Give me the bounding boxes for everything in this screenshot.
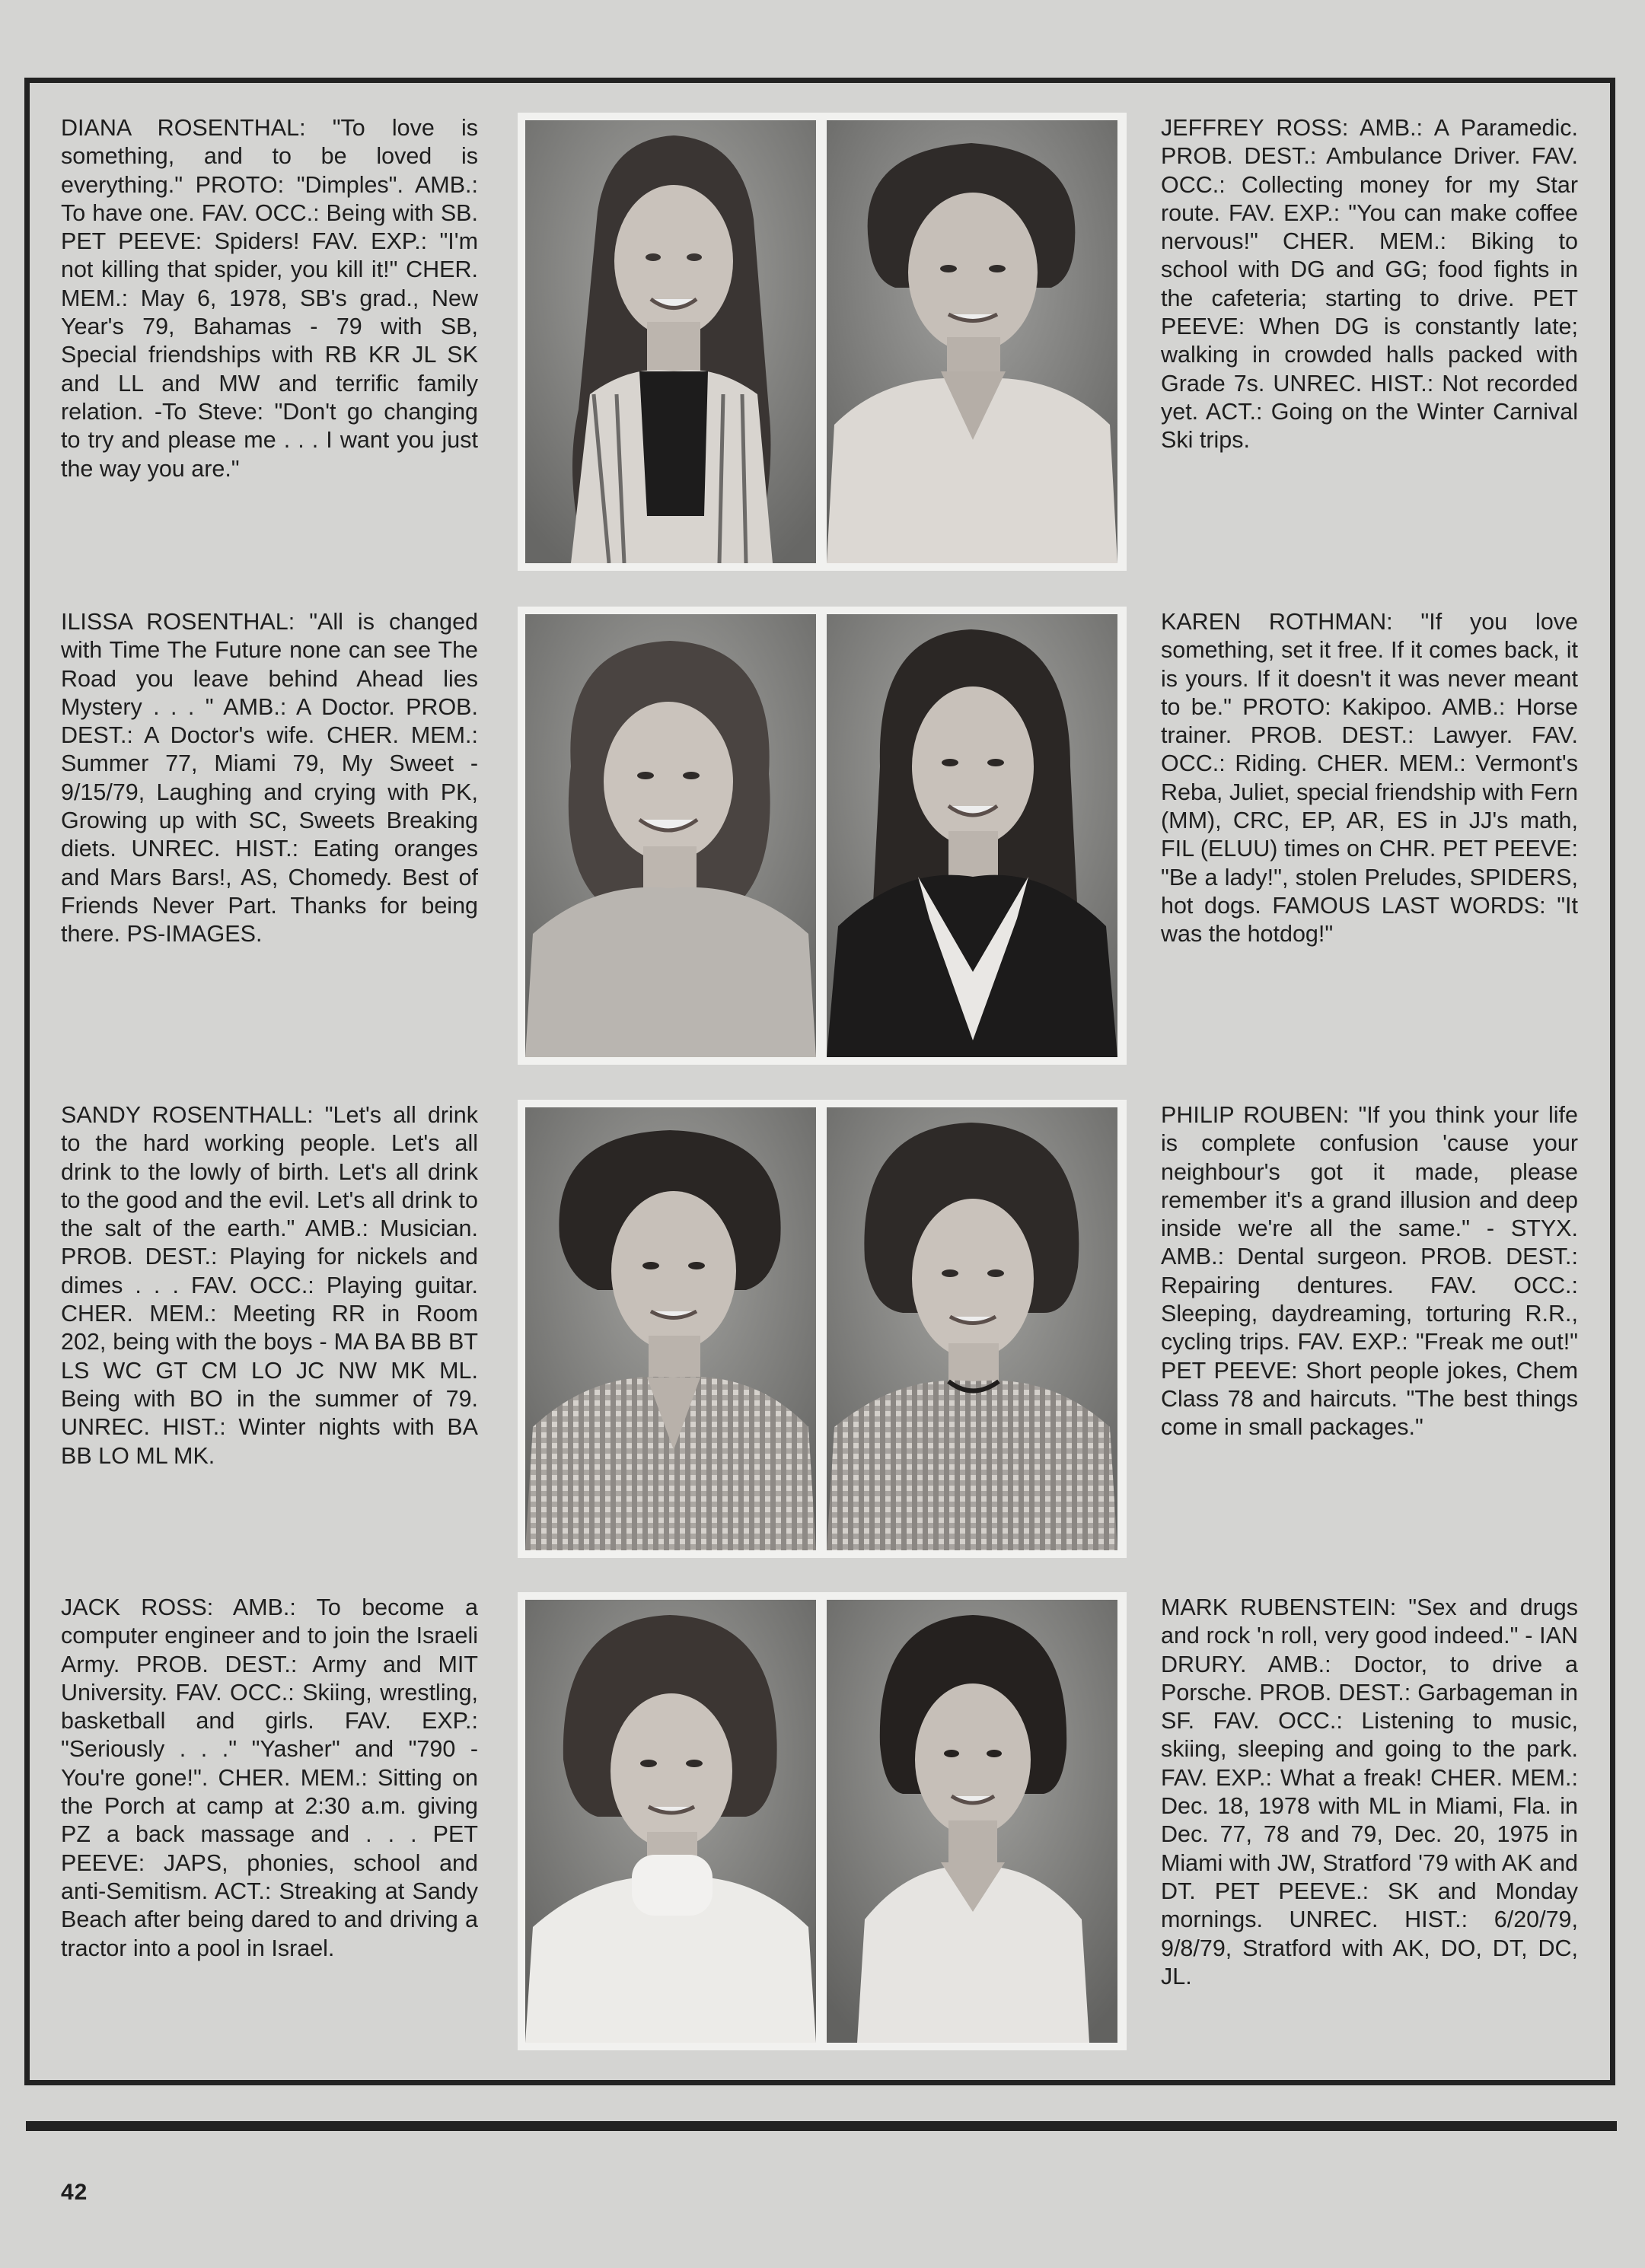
photo-pair-row-1 <box>518 113 1127 571</box>
bio-ilissa-rosenthal: ILISSA ROSENTHAL: "All is changed with Time The Future none can see The Road you leave behind Ahead lies Mystery . . . " AMB.: A Doctor. PROB. DEST.: A Doctor's wife. CHER. MEM.: Summer 77, Miami 79, My Sweet - 9/15/79, Laughing and crying with PK, Growing up with SC, Sweets Breaking diets. UNREC. HIST.: Eating oranges and Mars Bars!, AS, Chomedy. Best of Friends Never Part. Thanks for being there. PS-IMAGES. <box>61 609 478 948</box>
page-number: 42 <box>61 2180 88 2205</box>
photo-pair-row-3 <box>518 1100 1127 1558</box>
bio-mark-rubenstein: MARK RUBENSTEIN: "Sex and drugs and rock 'n roll, very good indeed." - IAN DRURY. AMB.: Doctor, to drive a Porsche. PROB. DEST.: Garbageman in SF. FAV. OCC.: Listening to music, skiing, sleeping and going to the park. FAV. EXP.: What a freak! CHER. MEM.: Dec. 18, 1978 with ML in Miami, Fla. in Dec. 77, 78 and 79, Dec. 20, 1975 in Miami with JW, Stratford '79 with AK and DT. PET PEEVE.: SK and Monday mornings. UNREC. HIST.: 6/20/79, 9/8/79, Stratford with AK, DO, DT, DC, JL. <box>1161 1594 1578 1989</box>
photo-pair-row-4 <box>518 1592 1127 2050</box>
portrait-ilissa-rosenthal <box>525 614 816 1057</box>
portrait-philip-rouben <box>827 1107 1117 1550</box>
bio-diana-rosenthal: DIANA ROSENTHAL: "To love is something, and to be loved is everything." PROTO: "Dimples". AMB.: To have one. FAV. OCC.: Being with SB. PET PEEVE: Spiders! FAV. EXP.: "I'm not killing that spider, you kill it!" CHER. MEM.: May 6, 1978, SB's grad., New Year's 79, Bahamas - 79 with SB, Special friendships with RB KR JL SK and LL and MW and terrific family relation. -To Steve: "Don't go changing to try and please me . . . I want you just the way you are." <box>61 115 478 482</box>
portrait-karen-rothman <box>827 614 1117 1057</box>
portrait-sandy-rosenthall <box>525 1107 816 1550</box>
portrait-jack-ross <box>525 1600 816 2043</box>
bio-jeffrey-ross: JEFFREY ROSS: AMB.: A Paramedic. PROB. DEST.: Ambulance Driver. FAV. OCC.: Collecting money for my Star route. FAV. EXP.: "You can make coffee nervous!" CHER. MEM.: Biking to school with DG and GG; food fights in the cafeteria; starting to drive. PET PEEVE: When DG is constantly late; walking in crowded halls packed with Grade 7s. UNREC. HIST.: Not recorded yet. ACT.: Going on the Winter Carnival Ski trips. <box>1161 115 1578 454</box>
photo-pair-row-2 <box>518 607 1127 1065</box>
bio-karen-rothman: KAREN ROTHMAN: "If you love something, set it free. If it comes back, it is yours. If it doesn't it was never meant to be." PROTO: Kakipoo. AMB.: Horse trainer. PROB. DEST.: Lawyer. FAV. OCC.: Riding. CHER. MEM.: Vermont's Reba, Juliet, special friendship with Fern (MM), CRC, EP, AR, ES in JJ's math, FIL (ELUU) times on CHR. PET PEEVE: "Be a lady!", stolen Preludes, SPIDERS, hot dogs. FAMOUS LAST WORDS: "It was the hotdog!" <box>1161 609 1578 948</box>
portrait-jeffrey-ross <box>827 120 1117 563</box>
portrait-diana-rosenthal <box>525 120 816 563</box>
bio-jack-ross: JACK ROSS: AMB.: To become a computer engineer and to join the Israeli Army. PROB. DEST.: Army and MIT University. FAV. OCC.: Skiing, wrestling, basketball and girls. FAV. EXP.: "Seriously . . ." "Yasher" and "790 - You're gone!". CHER. MEM.: Sitting on the Porch at camp at 2:30 a.m. giving PZ a back massage and . . . PET PEEVE: JAPS, phonies, school and anti-Semitism. ACT.: Streaking at Sandy Beach after being dared to and driving a tractor into a pool in Israel. <box>61 1594 478 1961</box>
bio-sandy-rosenthall: SANDY ROSENTHALL: "Let's all drink to the hard working people. Let's all drink to the lowly of birth. Let's all drink to the good and the evil. Let's all drink to the salt of the earth." AMB.: Musician. PROB. DEST.: Playing for nickels and dimes . . . FAV. OCC.: Playing guitar. CHER. MEM.: Meeting RR in Room 202, being with the boys - MA BA BB BT LS WC GT CM LO JC NW MK ML. Being with BO in the summer of 79. UNREC. HIST.: Winter nights with BA BB LO ML MK. <box>61 1102 478 1469</box>
footer-rule <box>26 2121 1617 2131</box>
portrait-mark-rubenstein <box>827 1600 1117 2043</box>
bio-philip-rouben: PHILIP ROUBEN: "If you think your life is complete confusion 'cause your neighbour's got it made, please remember it's a grand illusion and deep inside we're all the same." - STYX. AMB.: Dental surgeon. PROB. DEST.: Repairing dentures. FAV. OCC.: Sleeping, daydreaming, torturing R.R., cycling trips. FAV. EXP.: "Freak me out!" PET PEEVE: Short people jokes, Chem Class 78 and haircuts. "The best things come in small packages." <box>1161 1102 1578 1441</box>
